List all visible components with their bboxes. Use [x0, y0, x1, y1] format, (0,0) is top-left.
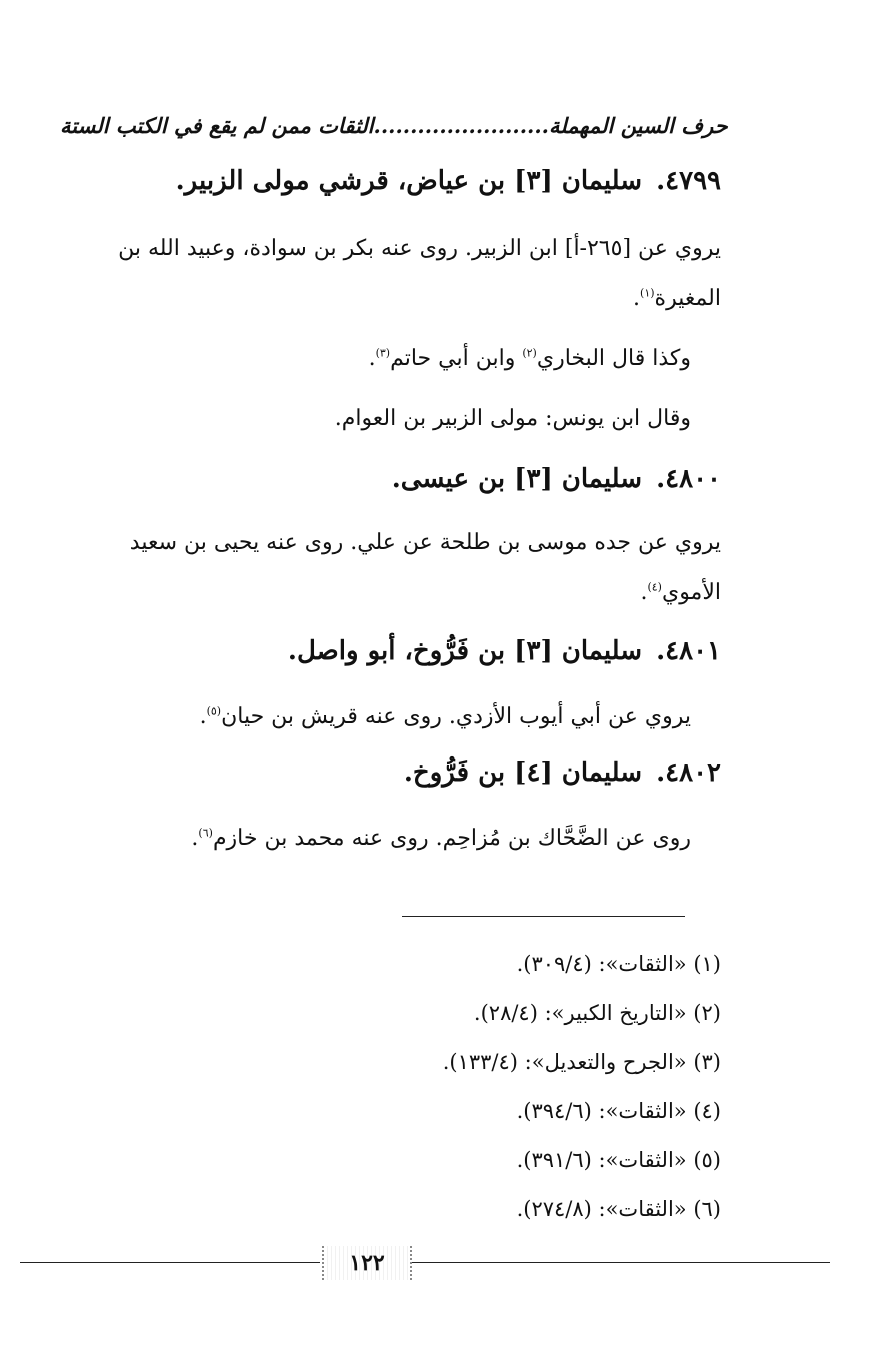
header-dots: ........................	[373, 112, 549, 138]
entry-body-4802: روى عن الضَّحَّاك بن مُزاحِم. روى عنه محمد بن خازم$^{(٦)}$.	[191, 826, 691, 851]
entry-body-4801: يروي عن أبي أيوب الأزدي. روى عنه قريش بن حيان$^{(٥)}$.	[199, 704, 691, 729]
footnote-3: (٣) «الجرح والتعديل»: (١٣٣/٤).	[442, 1050, 721, 1074]
running-header	[60, 108, 728, 142]
footnote-ref[interactable]: (٣)	[375, 346, 391, 360]
entry-text-line: يروي عن جده موسى بن طلحة عن علي. روى عنه يحيى بن سعيد	[129, 530, 721, 555]
entry-number: ٤٨٠٢.	[656, 758, 721, 788]
entry-heading-4799	[176, 166, 721, 196]
footnote-divider	[402, 916, 685, 917]
footnote-1: (١) «الثقات»: (٣٠٩/٤).	[516, 952, 721, 976]
entry-note-4799-b: وقال ابن يونس: مولى الزبير بن العوام.	[334, 406, 691, 431]
entry-text-line: الأموي	[661, 580, 721, 605]
footnote-6: (٦) «الثقات»: (٢٧٤/٨).	[516, 1197, 721, 1221]
entry-body-4800: يروي عن جده موسى بن طلحة عن علي. روى عنه يحيى بن سعيد الأموي$^{(٤)}$.	[129, 530, 721, 605]
entry-title: سليمان [٣] بن فَرُّوخ، أبو واصل.	[287, 636, 643, 666]
entry-number: ٤٨٠٠.	[656, 464, 721, 494]
footnote-ref[interactable]: (٢)	[522, 346, 537, 360]
footnote-2: (٢) «التاريخ الكبير»: (٢٨/٤).	[473, 1001, 721, 1025]
entry-text-line: يروي عن [٢٦٥-أ] ابن الزبير. روى عنه بكر بن سوادة، وعبيد الله بن	[118, 236, 721, 261]
entry-heading-4800	[392, 464, 721, 494]
entry-heading-4801	[288, 636, 721, 666]
header-book-title	[60, 113, 549, 138]
entry-text: وابن أبي حاتم	[390, 346, 523, 371]
footnote-ref[interactable]: (١)	[640, 286, 655, 300]
footer-rule-left	[20, 1262, 320, 1263]
header-book-name: الثقات ممن لم يقع في الكتب الستة	[60, 112, 374, 138]
entry-text: روى عن الضَّحَّاك بن مُزاحِم. روى عنه محمد بن خازم	[212, 826, 691, 851]
entry-heading-4802	[404, 758, 721, 788]
footnote-ref[interactable]: (٤)	[647, 580, 662, 594]
entry-text-line: المغيرة	[654, 286, 721, 311]
footnote-ref[interactable]: (٥)	[206, 704, 222, 718]
entry-note-4799-a: وكذا قال البخاري$^{(٢)}$ وابن أبي حاتم$^{(٣)}$.	[368, 346, 691, 371]
entry-text: يروي عن أبي أيوب الأزدي. روى عنه قريش بن حيان	[221, 704, 691, 729]
footnote-ref[interactable]: (٦)	[198, 826, 213, 840]
entry-number: ٤٧٩٩.	[656, 166, 721, 196]
entry-title: سليمان [٣] بن عيسى.	[391, 464, 643, 494]
entry-number: ٤٨٠١.	[656, 636, 721, 666]
entry-body-4799: يروي عن [٢٦٥-أ] ابن الزبير. روى عنه بكر بن سوادة، وعبيد الله بن المغيرة$^{(١)}$.	[118, 236, 721, 311]
footnote-4: (٤) «الثقات»: (٣٩٤/٦).	[516, 1099, 721, 1123]
footnote-5: (٥) «الثقات»: (٣٩١/٦).	[516, 1148, 721, 1172]
header-section: حرف السين المهملة	[548, 112, 728, 138]
page-number: ١٢٢	[322, 1246, 412, 1280]
entry-title: سليمان [٣] بن عياض، قرشي مولى الزبير.	[175, 166, 643, 196]
entry-title: سليمان [٤] بن فَرُّوخ.	[403, 758, 643, 788]
footer-rule-right	[410, 1262, 830, 1263]
entry-text: وكذا قال البخاري	[536, 346, 691, 371]
